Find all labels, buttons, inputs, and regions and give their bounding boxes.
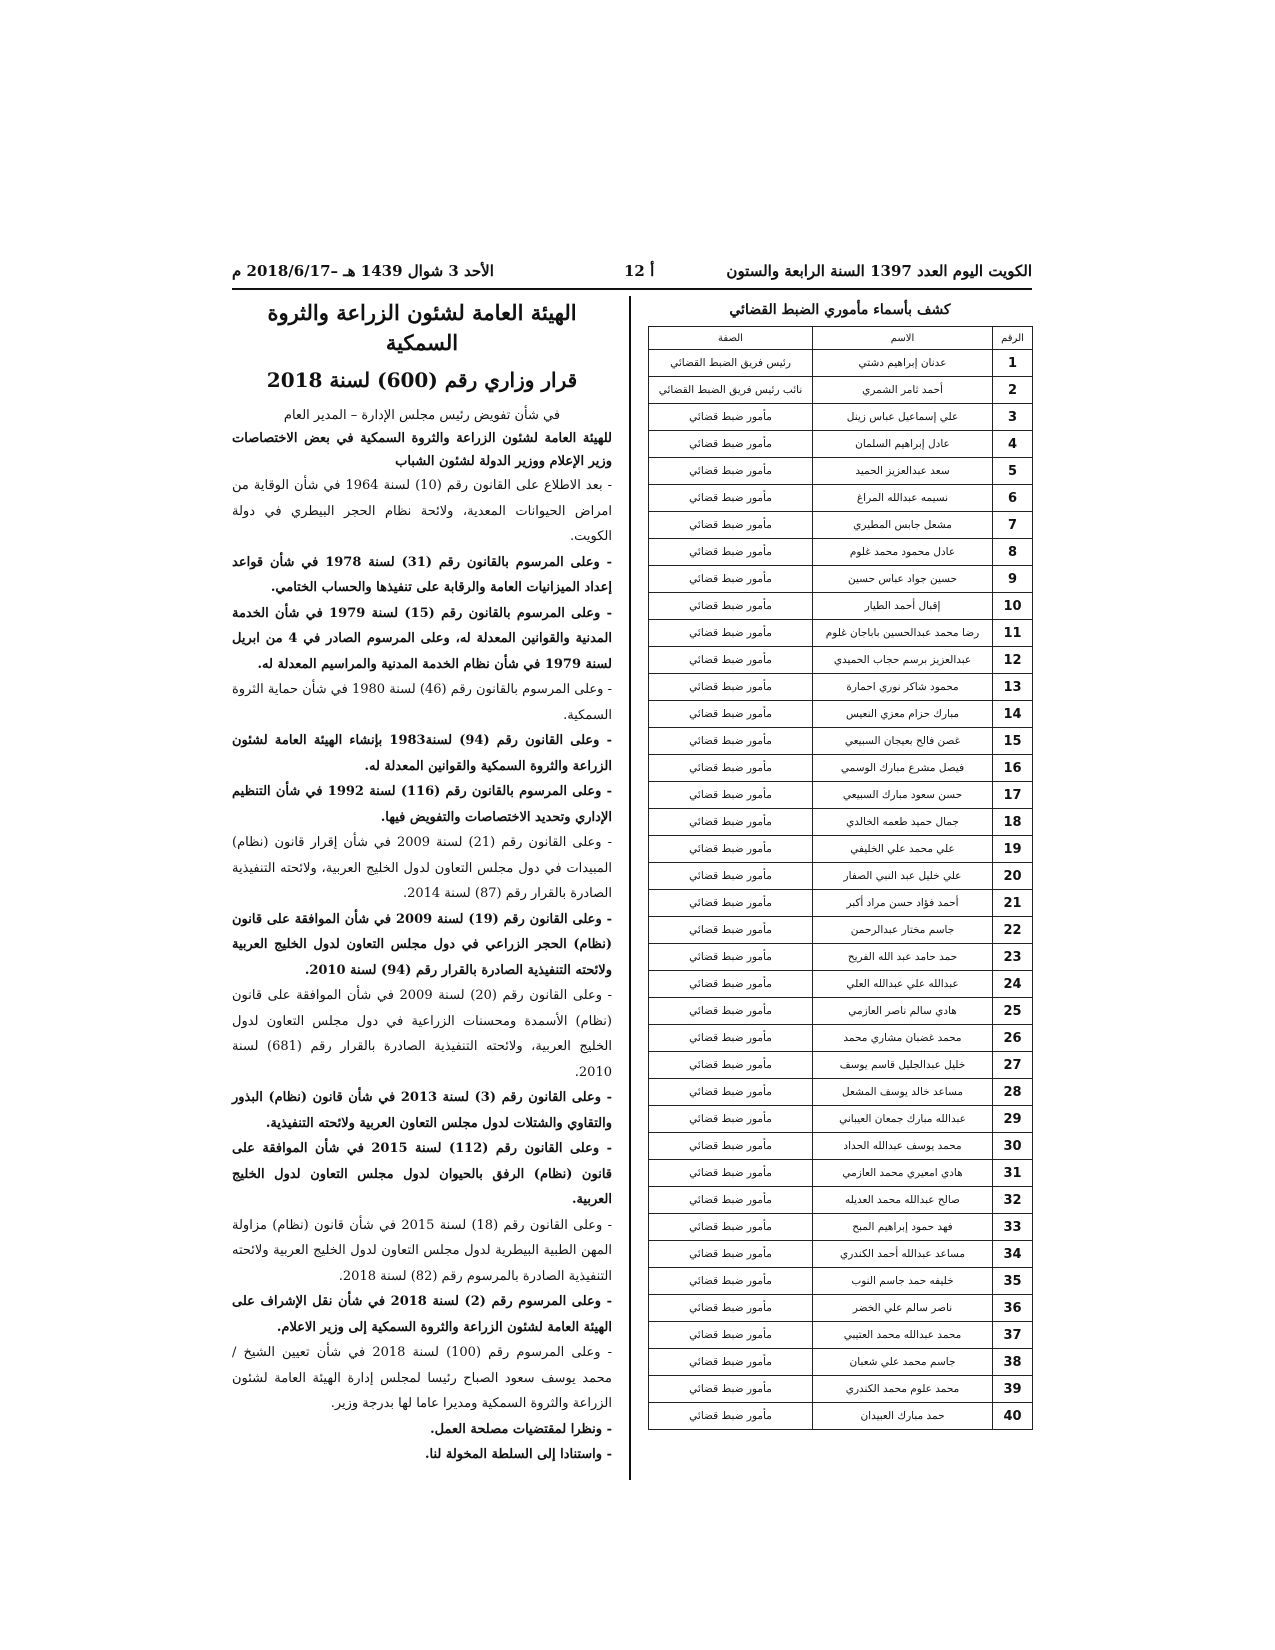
decree-clause: - وعلى القانون رقم (18) لسنة 2015 في شأن قانون (نظام) مزاولة المهن الطبية البيطرية لدول مجلس التعاون لدول الخليج العربية ولائحته التنفيذية الصادرة بالمرسوم رقم (82) لسنة 2018. — [232, 1217, 612, 1284]
decree-clause: - وعلى المرسوم بالقانون رقم (116) لسنة 1992 في شأن التنظيم الإداري وتحديد الاختصاصات والتفويض فيها. — [232, 784, 613, 825]
decree-clause: - وعلى القانون رقم (19) لسنة 2009 في شأن الموافقة على قانون (نظام) الحجر الزراعي في دول مجلس التعاون لدول الخليج العربية ولائحته التنفيذية الصادرة بالقرار رقم (94) لسنة 2010. — [232, 911, 612, 978]
row-number: 40 — [993, 1403, 1033, 1430]
decree-clause: - وعلى القانون رقم (21) لسنة 2009 في شأن إقرار قانون (نظام) المبيدات في دول مجلس التعاون لدول الخليج العربية، ولائحته التنفيذية الصادرة بالقرار رقم (87) لسنة 2014. — [232, 835, 612, 901]
table-row — [649, 1106, 1033, 1133]
row-name: علي محمد علي الخليفي — [813, 836, 993, 863]
row-name: جاسم مختار عبدالرحمن — [813, 917, 993, 944]
page-header — [232, 262, 1032, 286]
row-number: 8 — [993, 539, 1033, 566]
row-role: مأمور ضبط قضائي — [649, 485, 813, 512]
row-number: 9 — [993, 566, 1033, 593]
row-role: مأمور ضبط قضائي — [649, 890, 813, 917]
decree-column — [232, 296, 612, 1468]
table-row — [649, 809, 1033, 836]
row-name: إقبال أحمد الطيار — [813, 593, 993, 620]
row-role: مأمور ضبط قضائي — [649, 1106, 813, 1133]
row-role: مأمور ضبط قضائي — [649, 539, 813, 566]
row-name: مشعل جابس المطيري — [813, 512, 993, 539]
row-role: مأمور ضبط قضائي — [649, 944, 813, 971]
row-number: 29 — [993, 1106, 1033, 1133]
row-role: مأمور ضبط قضائي — [649, 458, 813, 485]
row-number: 21 — [993, 890, 1033, 917]
row-number: 7 — [993, 512, 1033, 539]
row-number: 4 — [993, 431, 1033, 458]
publication-info: الكويت اليوم العدد 1397 السنة الرابعة والستون — [726, 262, 1032, 280]
table-row — [649, 1349, 1033, 1376]
row-number: 19 — [993, 836, 1033, 863]
row-role: مأمور ضبط قضائي — [649, 1025, 813, 1052]
table-row — [649, 728, 1033, 755]
row-name: جمال حميد طعمه الخالدي — [813, 809, 993, 836]
row-number: 23 — [993, 944, 1033, 971]
authority-heading: الهيئة العامة لشئون الزراعة والثروة السمكية — [267, 300, 577, 355]
row-number: 17 — [993, 782, 1033, 809]
decree-clause: - واستنادا إلى السلطة المخولة لنا. — [424, 1447, 612, 1462]
row-role: رئيس فريق الضبط القضائي — [649, 350, 813, 377]
row-name: أحمد فؤاد حسن مراد أكبر — [813, 890, 993, 917]
row-role: مأمور ضبط قضائي — [649, 593, 813, 620]
row-role: مأمور ضبط قضائي — [649, 1349, 813, 1376]
row-role: مأمور ضبط قضائي — [649, 512, 813, 539]
column-header-name: الاسم — [813, 327, 993, 350]
table-row — [649, 917, 1033, 944]
row-number: 22 — [993, 917, 1033, 944]
row-number: 6 — [993, 485, 1033, 512]
row-name: عبدالله مبارك جمعان العيباني — [813, 1106, 993, 1133]
decree-subject-line-1: في شأن تفويض رئيس مجلس الإدارة – المدير العام — [283, 408, 561, 423]
row-role: مأمور ضبط قضائي — [649, 1268, 813, 1295]
row-number: 20 — [993, 863, 1033, 890]
row-role: مأمور ضبط قضائي — [649, 782, 813, 809]
table-row — [649, 350, 1033, 377]
column-divider — [629, 296, 631, 1480]
table-row — [649, 1133, 1033, 1160]
row-name: محمود شاكر نوري احمارة — [813, 674, 993, 701]
table-row — [649, 836, 1033, 863]
row-name: علي خليل عبد النبي الصفار — [813, 863, 993, 890]
table-row — [649, 1214, 1033, 1241]
officers-table — [648, 326, 1033, 1430]
row-name: عدنان إبراهيم دشتي — [813, 350, 993, 377]
row-role: مأمور ضبط قضائي — [649, 728, 813, 755]
row-name: محمد عبدالله محمد العتيبي — [813, 1322, 993, 1349]
row-name: عبدالعزيز برسم حجاب الحميدي — [813, 647, 993, 674]
row-number: 3 — [993, 404, 1033, 431]
table-row — [649, 377, 1033, 404]
table-row — [649, 890, 1033, 917]
row-name: مبارك حزام معزي النعيس — [813, 701, 993, 728]
row-number: 32 — [993, 1187, 1033, 1214]
row-name: فهد حمود إبراهيم المبح — [813, 1214, 993, 1241]
table-row — [649, 1322, 1033, 1349]
row-number: 36 — [993, 1295, 1033, 1322]
row-role: مأمور ضبط قضائي — [649, 1376, 813, 1403]
table-row — [649, 998, 1033, 1025]
table-row — [649, 1376, 1033, 1403]
row-role: مأمور ضبط قضائي — [649, 620, 813, 647]
table-row — [649, 1295, 1033, 1322]
page-number: أ 12 — [624, 262, 655, 280]
row-name: محمد علوم محمد الكندري — [813, 1376, 993, 1403]
row-role: مأمور ضبط قضائي — [649, 755, 813, 782]
row-role: مأمور ضبط قضائي — [649, 971, 813, 998]
table-row — [649, 539, 1033, 566]
row-number: 16 — [993, 755, 1033, 782]
table-row — [649, 593, 1033, 620]
row-number: 18 — [993, 809, 1033, 836]
decree-clause: - وعلى المرسوم بالقانون رقم (31) لسنة 1978 في شأن قواعد إعداد الميزانيات العامة والرقابة على تنفيذها والحساب الختامي. — [232, 554, 613, 595]
decree-clause: - وعلى القانون رقم (94) لسنة1983 بإنشاء الهيئة العامة لشئون الزراعة والثروة السمكية والقوانين المعدلة له. — [232, 733, 612, 774]
table-row — [649, 701, 1033, 728]
decree-clauses — [232, 473, 612, 1468]
decree-clause: - وعلى المرسوم رقم (2) لسنة 2018 في شأن نقل الإشراف على الهيئة العامة لشئون الزراعة والثروة السمكية إلى وزير الاعلام. — [232, 1294, 612, 1335]
table-body — [649, 350, 1033, 1430]
row-name: خليفه حمد جاسم النوب — [813, 1268, 993, 1295]
row-number: 33 — [993, 1214, 1033, 1241]
row-name: رضا محمد عبدالحسين باباجان غلوم — [813, 620, 993, 647]
row-role: مأمور ضبط قضائي — [649, 674, 813, 701]
table-row — [649, 971, 1033, 998]
table-row — [649, 620, 1033, 647]
row-role: مأمور ضبط قضائي — [649, 1403, 813, 1430]
row-role: مأمور ضبط قضائي — [649, 1079, 813, 1106]
table-row — [649, 512, 1033, 539]
table-row — [649, 431, 1033, 458]
table-row — [649, 1268, 1033, 1295]
table-row — [649, 755, 1033, 782]
row-name: نسيمه عبدالله المراغ — [813, 485, 993, 512]
row-number: 31 — [993, 1160, 1033, 1187]
row-role: مأمور ضبط قضائي — [649, 701, 813, 728]
row-role: مأمور ضبط قضائي — [649, 1133, 813, 1160]
row-name: هادي امعيري محمد العازمي — [813, 1160, 993, 1187]
row-number: 2 — [993, 377, 1033, 404]
table-row — [649, 863, 1033, 890]
row-name: هادي سالم ناصر العازمي — [813, 998, 993, 1025]
row-name: علي إسماعيل عباس زينل — [813, 404, 993, 431]
row-role: مأمور ضبط قضائي — [649, 1187, 813, 1214]
row-role: مأمور ضبط قضائي — [649, 566, 813, 593]
table-title: كشف بأسماء مأموري الضبط القضائي — [729, 302, 951, 318]
row-name: أحمد ثامر الشمري — [813, 377, 993, 404]
decree-clause: - وعلى المرسوم بالقانون رقم (46) لسنة 1980 في شأن حماية الثروة السمكية. — [232, 682, 612, 723]
row-number: 30 — [993, 1133, 1033, 1160]
row-name: ناصر سالم علي الخضر — [813, 1295, 993, 1322]
row-role: مأمور ضبط قضائي — [649, 1322, 813, 1349]
row-number: 24 — [993, 971, 1033, 998]
row-number: 37 — [993, 1322, 1033, 1349]
row-role: مأمور ضبط قضائي — [649, 404, 813, 431]
table-row — [649, 1160, 1033, 1187]
row-number: 34 — [993, 1241, 1033, 1268]
row-role: مأمور ضبط قضائي — [649, 836, 813, 863]
row-number: 5 — [993, 458, 1033, 485]
row-number: 27 — [993, 1052, 1033, 1079]
table-row — [649, 458, 1033, 485]
table-row — [649, 1025, 1033, 1052]
row-role: مأمور ضبط قضائي — [649, 1052, 813, 1079]
row-name: محمد غضبان مشاري محمد — [813, 1025, 993, 1052]
decree-clause: - وعلى القانون رقم (20) لسنة 2009 في شأن الموافقة على قانون (نظام) الأسمدة ومحسنات الزراعية في دول مجلس التعاون لدول الخليج العربية، ولائحته التنفيذية الصادرة بالقرار رقم (681) لسنة 2010. — [232, 988, 612, 1080]
row-name: حسن سعود مبارك السبيعي — [813, 782, 993, 809]
decree-clause: - ونظرا لمقتضيات مصلحة العمل. — [430, 1421, 612, 1437]
row-name: مساعد عبدالله أحمد الكندري — [813, 1241, 993, 1268]
row-name: حسين جواد عباس حسين — [813, 566, 993, 593]
row-name: جاسم محمد علي شعبان — [813, 1349, 993, 1376]
row-role: مأمور ضبط قضائي — [649, 998, 813, 1025]
table-row — [649, 485, 1033, 512]
row-number: 1 — [993, 350, 1033, 377]
row-number: 35 — [993, 1268, 1033, 1295]
row-role: مأمور ضبط قضائي — [649, 863, 813, 890]
row-number: 13 — [993, 674, 1033, 701]
row-role: مأمور ضبط قضائي — [649, 647, 813, 674]
row-number: 39 — [993, 1376, 1033, 1403]
column-header-number: الرقم — [993, 327, 1033, 350]
row-name: حمد مبارك العبيدان — [813, 1403, 993, 1430]
row-number: 14 — [993, 701, 1033, 728]
decree-subject-line-2: للهيئة العامة لشئون الزراعة والثروة السمكية في بعض الاختصاصات وزير الإعلام ووزير الدولة لشئون الشباب — [232, 431, 612, 469]
row-role: مأمور ضبط قضائي — [649, 1214, 813, 1241]
row-number: 26 — [993, 1025, 1033, 1052]
column-header-role: الصفة — [649, 327, 813, 350]
row-role: مأمور ضبط قضائي — [649, 917, 813, 944]
row-number: 25 — [993, 998, 1033, 1025]
table-header-row — [649, 327, 1033, 350]
table-row — [649, 566, 1033, 593]
row-role: مأمور ضبط قضائي — [649, 1295, 813, 1322]
row-role: مأمور ضبط قضائي — [649, 431, 813, 458]
row-name: خليل عبدالجليل قاسم يوسف — [813, 1052, 993, 1079]
row-role: نائب رئيس فريق الضبط القضائي — [649, 377, 813, 404]
table-row — [649, 944, 1033, 971]
row-number: 15 — [993, 728, 1033, 755]
row-number: 12 — [993, 647, 1033, 674]
row-name: عادل محمود محمد غلوم — [813, 539, 993, 566]
decree-clause: - وعلى القانون رقم (112) لسنة 2015 في شأن الموافقة على قانون (نظام) الرفق بالحيوان لدول مجلس التعاون لدول الخليج العربية. — [232, 1141, 612, 1207]
decree-clause: - بعد الاطلاع على القانون رقم (10) لسنة 1964 في شأن الوقاية من امراض الحيوانات المعدية، ولائحة نظام الحجر البيطري في دولة الكويت. — [232, 478, 612, 544]
table-row — [649, 647, 1033, 674]
row-role: مأمور ضبط قضائي — [649, 1160, 813, 1187]
row-name: محمد يوسف عبدالله الحداد — [813, 1133, 993, 1160]
row-name: سعد عبدالعزيز الحميد — [813, 458, 993, 485]
row-number: 10 — [993, 593, 1033, 620]
table-row — [649, 1187, 1033, 1214]
table-row — [649, 1241, 1033, 1268]
header-divider — [232, 288, 1032, 290]
row-name: عبدالله علي عبدالله العلي — [813, 971, 993, 998]
row-name: غصن فالح بعيجان السبيعي — [813, 728, 993, 755]
decree-clause: - وعلى المرسوم بالقانون رقم (15) لسنة 1979 في شأن الخدمة المدنية والقوانين المعدلة له، وعلى المرسوم الصادر في 4 من ابريل لسنة 1979 في شأن نظام الخدمة المدنية والمراسيم المعدلة له. — [232, 605, 613, 672]
decree-clause: - وعلى المرسوم رقم (100) لسنة 2018 في شأن تعيين الشيخ / محمد يوسف سعود الصباح رئيسا لمجلس إدارة الهيئة العامة لشئون الزراعة والثروة السمكية ومديرا عاما لها بدرجة وزير. — [232, 1345, 612, 1411]
issue-date: الأحد 3 شوال 1439 هـ –2018/6/17 م — [232, 262, 494, 280]
row-name: عادل إبراهيم السلمان — [813, 431, 993, 458]
decree-title: قرار وزاري رقم (600) لسنة 2018 — [266, 368, 578, 392]
row-role: مأمور ضبط قضائي — [649, 1241, 813, 1268]
row-number: 11 — [993, 620, 1033, 647]
table-row — [649, 782, 1033, 809]
table-row — [649, 1403, 1033, 1430]
decree-clause: - وعلى القانون رقم (3) لسنة 2013 في شأن قانون (نظام) البذور والتقاوي والشتلات لدول مجلس التعاون العربية ولائحته التنفيذية. — [232, 1090, 612, 1131]
table-row — [649, 1079, 1033, 1106]
row-name: حمد حامد عبد الله الفريح — [813, 944, 993, 971]
table-row — [649, 404, 1033, 431]
table-row — [649, 674, 1033, 701]
row-number: 38 — [993, 1349, 1033, 1376]
table-row — [649, 1052, 1033, 1079]
row-name: صالح عبدالله محمد العديله — [813, 1187, 993, 1214]
row-role: مأمور ضبط قضائي — [649, 809, 813, 836]
row-name: مساعد خالد يوسف المشعل — [813, 1079, 993, 1106]
row-name: فيصل مشرع مبارك الوسمي — [813, 755, 993, 782]
row-number: 28 — [993, 1079, 1033, 1106]
